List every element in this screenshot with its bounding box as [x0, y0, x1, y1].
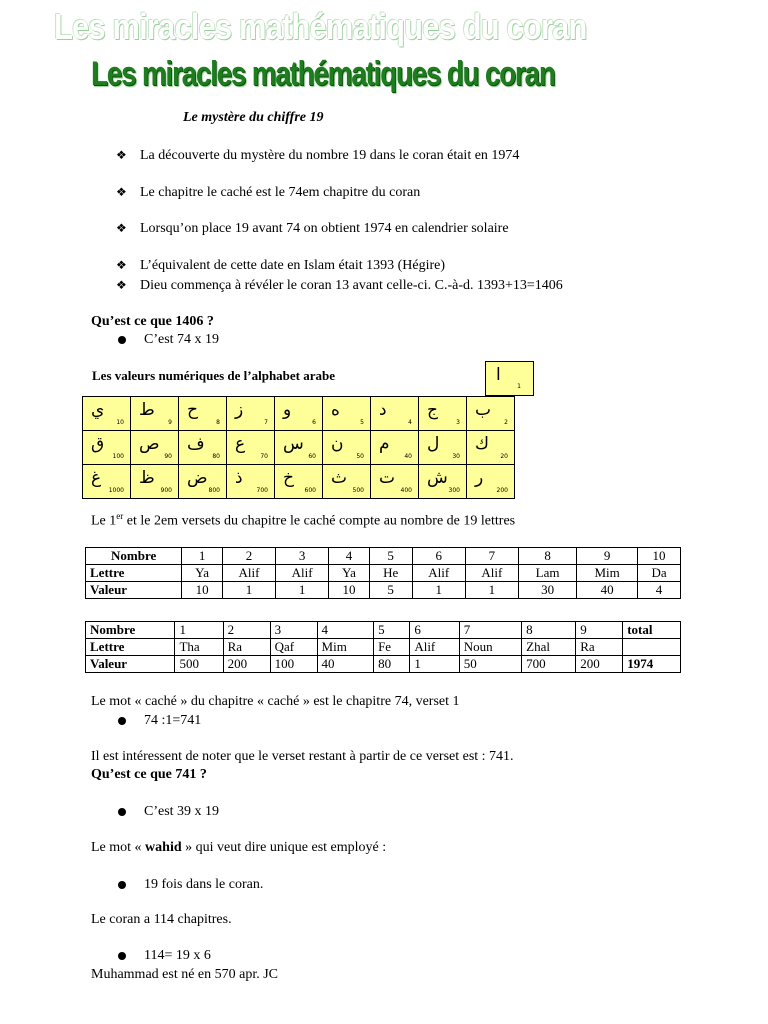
arabic-letter: ت [379, 468, 396, 488]
table-cell: Lam [518, 565, 576, 582]
wordart-title: Les miracles mathématiques du coran [91, 55, 555, 93]
arabic-letter: س [283, 434, 304, 454]
table-row [86, 656, 681, 673]
arabic-letter: ي [91, 400, 105, 420]
arabic-letter: ص [139, 434, 160, 454]
letter-value: 600 [304, 487, 316, 494]
total-label: total [623, 622, 681, 639]
letter-value: 1000 [108, 487, 124, 494]
table-cell: 7 [459, 622, 521, 639]
question-741: Qu’est ce que 741 ? [91, 767, 207, 782]
list-item-text: C’est 74 x 19 [144, 332, 220, 347]
letter-value: 800 [208, 487, 220, 494]
row-header: Nombre [86, 548, 182, 565]
list-item-text: Lorsqu’on place 19 avant 74 on obtient 1974 en calendrier solaire [140, 221, 509, 236]
arabic-letter: ث [331, 468, 348, 488]
table-cell: 4 [329, 548, 370, 565]
list-item [116, 221, 509, 237]
subtitle: Le mystère du chiffre 19 [183, 110, 324, 125]
diamond-bullet-icon: ❖ [116, 148, 127, 162]
list-item [118, 877, 263, 893]
wordart-title-ghost: Les miracles mathématiques du coran [54, 6, 587, 47]
letter-value: 900 [160, 487, 172, 494]
arabic-letter: ف [187, 434, 205, 454]
table-cell-empty [623, 639, 681, 656]
bullet-icon [118, 717, 126, 725]
table-cell: Alif [410, 639, 459, 656]
list-item [116, 185, 420, 201]
alphabet-cell [371, 431, 419, 465]
table-row [86, 582, 681, 599]
table-cell: 1 [222, 582, 275, 599]
table-cell: 1 [465, 582, 518, 599]
alphabet-cell [275, 397, 323, 431]
table-cell: Mim [317, 639, 374, 656]
alphabet-row [83, 397, 515, 431]
alphabet-cell [83, 431, 131, 465]
letter-value: 50 [356, 453, 364, 460]
alphabet-cell [83, 465, 131, 499]
table-cell: Alif [412, 565, 465, 582]
table-cell: Alif [465, 565, 518, 582]
letter-value: 70 [260, 453, 268, 460]
table-row [86, 622, 681, 639]
letter-value: 5 [360, 419, 364, 426]
table-cell: 1 [412, 582, 465, 599]
alphabet-cell [131, 431, 179, 465]
alphabet-cell [131, 465, 179, 499]
table-cell: Ra [223, 639, 270, 656]
table-cell: 50 [459, 656, 521, 673]
table-cell: Alif [222, 565, 275, 582]
arabic-letter: ظ [139, 468, 155, 488]
table-cell: Ya [329, 565, 370, 582]
bullet-icon [118, 881, 126, 889]
verses-line-post: et le 2em versets du chapitre le caché compte au nombre de 19 lettres [123, 513, 516, 529]
table-cell: 10 [638, 548, 681, 565]
letter-value: 7 [264, 419, 268, 426]
table-cell: Ya [182, 565, 223, 582]
verses-line-pre: Le 1 [91, 513, 117, 529]
wahid-line [91, 840, 386, 856]
arabic-letter: م [379, 434, 390, 454]
arabic-letter: ج [427, 400, 438, 420]
alphabet-table [82, 396, 515, 499]
table-cell: 1 [410, 656, 459, 673]
alphabet-cell [371, 397, 419, 431]
table-cell: 200 [576, 656, 623, 673]
table-cell: Zhal [522, 639, 576, 656]
table-cell: 500 [175, 656, 223, 673]
list-item [118, 948, 211, 964]
mot-cache-line: Le mot « caché » du chapitre « caché » est le chapitre 74, verset 1 [91, 694, 460, 709]
table-cell: 7 [465, 548, 518, 565]
wahid-post: » qui veut dire unique est employé : [181, 840, 387, 855]
arabic-letter: ر [475, 468, 484, 488]
list-item-text: 74 :1=741 [144, 713, 202, 728]
alphabet-cell [419, 465, 467, 499]
letter-value: 90 [164, 453, 172, 460]
table-cell: 1 [182, 548, 223, 565]
muhammad-line: Muhammad est né en 570 apr. JC [91, 967, 279, 982]
alphabet-row [83, 431, 515, 465]
letter-value: 20 [500, 453, 508, 460]
bullet-icon [118, 336, 126, 344]
alphabet-cell [227, 465, 275, 499]
letter-value: 4 [408, 419, 412, 426]
table-cell: 6 [410, 622, 459, 639]
table-cell: Alif [276, 565, 329, 582]
alphabet-cell [179, 431, 227, 465]
alphabet-cell [419, 397, 467, 431]
alphabet-cell [179, 397, 227, 431]
list-item-text: 19 fois dans le coran. [144, 877, 264, 892]
arabic-letter: و [283, 400, 292, 420]
alphabet-cell [467, 397, 515, 431]
arabic-letter: خ [283, 468, 294, 488]
alphabet-cell [227, 397, 275, 431]
alphabet-caption: Les valeurs numériques de l’alphabet arabe [92, 368, 336, 383]
list-item [118, 713, 201, 729]
table-cell: 10 [329, 582, 370, 599]
row-header: Lettre [86, 639, 175, 656]
list-item-text: La découverte du mystère du nombre 19 dans le coran était en 1974 [140, 148, 520, 163]
verses-line [91, 511, 515, 530]
alphabet-cell [227, 431, 275, 465]
wahid-word: wahid [145, 840, 182, 855]
letter-value: 30 [452, 453, 460, 460]
alphabet-cell [323, 397, 371, 431]
letter-value: 3 [456, 419, 460, 426]
arabic-letter: ض [187, 468, 208, 488]
table-cell: Mim [577, 565, 638, 582]
table-cell: 8 [518, 548, 576, 565]
table-cell: 40 [317, 656, 374, 673]
letter-value: 6 [312, 419, 316, 426]
alphabet-cell [83, 397, 131, 431]
arabic-letter: ز [235, 400, 244, 420]
table-cell: 1 [276, 582, 329, 599]
row-header: Valeur [86, 582, 182, 599]
table-cell: 3 [270, 622, 317, 639]
table-cell: He [369, 565, 412, 582]
letter-value: 10 [116, 419, 124, 426]
table-cell: 10 [182, 582, 223, 599]
arabic-letter: ذ [235, 468, 243, 488]
list-item-text: 114= 19 x 6 [144, 948, 211, 963]
list-item [116, 148, 519, 164]
alphabet-row [83, 465, 515, 499]
letter-value: 40 [404, 453, 412, 460]
letter-value: 2 [504, 419, 508, 426]
list-item-text: L’équivalent de cette date en Islam était 1393 (Hégire) [140, 258, 446, 273]
table-cell: 100 [270, 656, 317, 673]
arabic-letter: ن [331, 434, 344, 454]
table-cell: 1 [175, 622, 223, 639]
list-item-text: C’est 39 x 19 [144, 804, 220, 819]
verset-line: Il est intéressent de noter que le verset restant à partir de ce verset est : 741. [91, 749, 514, 764]
letter-value: 500 [352, 487, 364, 494]
table-cell: Qaf [270, 639, 317, 656]
table-row [86, 565, 681, 582]
table-cell: 5 [369, 582, 412, 599]
arabic-letter: د [379, 400, 387, 420]
table-cell: 2 [222, 548, 275, 565]
table-row [86, 548, 681, 565]
letters-table-1 [85, 547, 681, 599]
table-row [86, 639, 681, 656]
question-1406: Qu’est ce que 1406 ? [91, 314, 214, 329]
table-cell: 6 [412, 548, 465, 565]
arabic-letter: ع [235, 434, 246, 454]
table-cell: 80 [374, 656, 410, 673]
letter-value: 400 [400, 487, 412, 494]
list-item [118, 804, 219, 820]
table-cell: 700 [522, 656, 576, 673]
alphabet-cell [323, 465, 371, 499]
alphabet-cell [275, 431, 323, 465]
row-header: Nombre [86, 622, 175, 639]
table-cell: 3 [276, 548, 329, 565]
row-header: Lettre [86, 565, 182, 582]
diamond-bullet-icon: ❖ [116, 278, 127, 292]
table-cell: 40 [577, 582, 638, 599]
verses-line-sup: er [116, 511, 124, 521]
alphabet-cell [371, 465, 419, 499]
letters-table-2 [85, 621, 681, 673]
diamond-bullet-icon: ❖ [116, 185, 127, 199]
table-cell: 9 [576, 622, 623, 639]
arabic-letter: ب [475, 400, 492, 420]
letter-value: 80 [212, 453, 220, 460]
list-item [118, 332, 219, 348]
arabic-letter: ش [427, 468, 448, 488]
letter-value: 200 [496, 487, 508, 494]
table-cell: 8 [522, 622, 576, 639]
arabic-letter: ل [427, 434, 440, 454]
table-cell: Fe [374, 639, 410, 656]
alphabet-cell [323, 431, 371, 465]
row-header: Valeur [86, 656, 175, 673]
alphabet-cell [179, 465, 227, 499]
bullet-icon [118, 808, 126, 816]
arabic-letter: غ [91, 468, 102, 488]
table-cell: Tha [175, 639, 223, 656]
table-cell: 9 [577, 548, 638, 565]
table-cell: Noun [459, 639, 521, 656]
arabic-letter: ا [496, 365, 501, 385]
alphabet-cell [131, 397, 179, 431]
table-cell: 30 [518, 582, 576, 599]
alphabet-cell [467, 465, 515, 499]
bullet-icon [118, 952, 126, 960]
letter-value: 700 [256, 487, 268, 494]
alphabet-cell [419, 431, 467, 465]
table-cell: 4 [638, 582, 681, 599]
chapitres-line: Le coran a 114 chapitres. [91, 912, 232, 927]
diamond-bullet-icon: ❖ [116, 221, 127, 235]
arabic-letter: ك [475, 434, 490, 454]
letter-value: 1 [517, 383, 521, 390]
table-cell: 5 [369, 548, 412, 565]
total-value: 1974 [623, 656, 681, 673]
list-item-text: Le chapitre le caché est le 74em chapitre du coran [140, 185, 421, 200]
letter-value: 300 [448, 487, 460, 494]
alphabet-cell [275, 465, 323, 499]
table-cell: 5 [374, 622, 410, 639]
arabic-letter: ه [331, 400, 340, 420]
letter-value: 9 [168, 419, 172, 426]
letter-value: 8 [216, 419, 220, 426]
arabic-letter: ح [187, 400, 198, 420]
letter-value: 100 [112, 453, 124, 460]
letter-value: 60 [308, 453, 316, 460]
arabic-letter: ق [91, 434, 105, 454]
alphabet-cell-alif [485, 361, 534, 396]
table-cell: 200 [223, 656, 270, 673]
table-cell: 2 [223, 622, 270, 639]
wahid-pre: Le mot « [91, 840, 146, 855]
list-item-text: Dieu commença à révéler le coran 13 avant celle-ci. C.-à-d. 1393+13=1406 [140, 278, 563, 293]
list-item [116, 278, 563, 294]
alphabet-cell [467, 431, 515, 465]
diamond-bullet-icon: ❖ [116, 258, 127, 272]
table-cell: 4 [317, 622, 374, 639]
table-cell: Da [638, 565, 681, 582]
arabic-letter: ط [139, 400, 155, 420]
table-cell: Ra [576, 639, 623, 656]
list-item [116, 258, 445, 274]
